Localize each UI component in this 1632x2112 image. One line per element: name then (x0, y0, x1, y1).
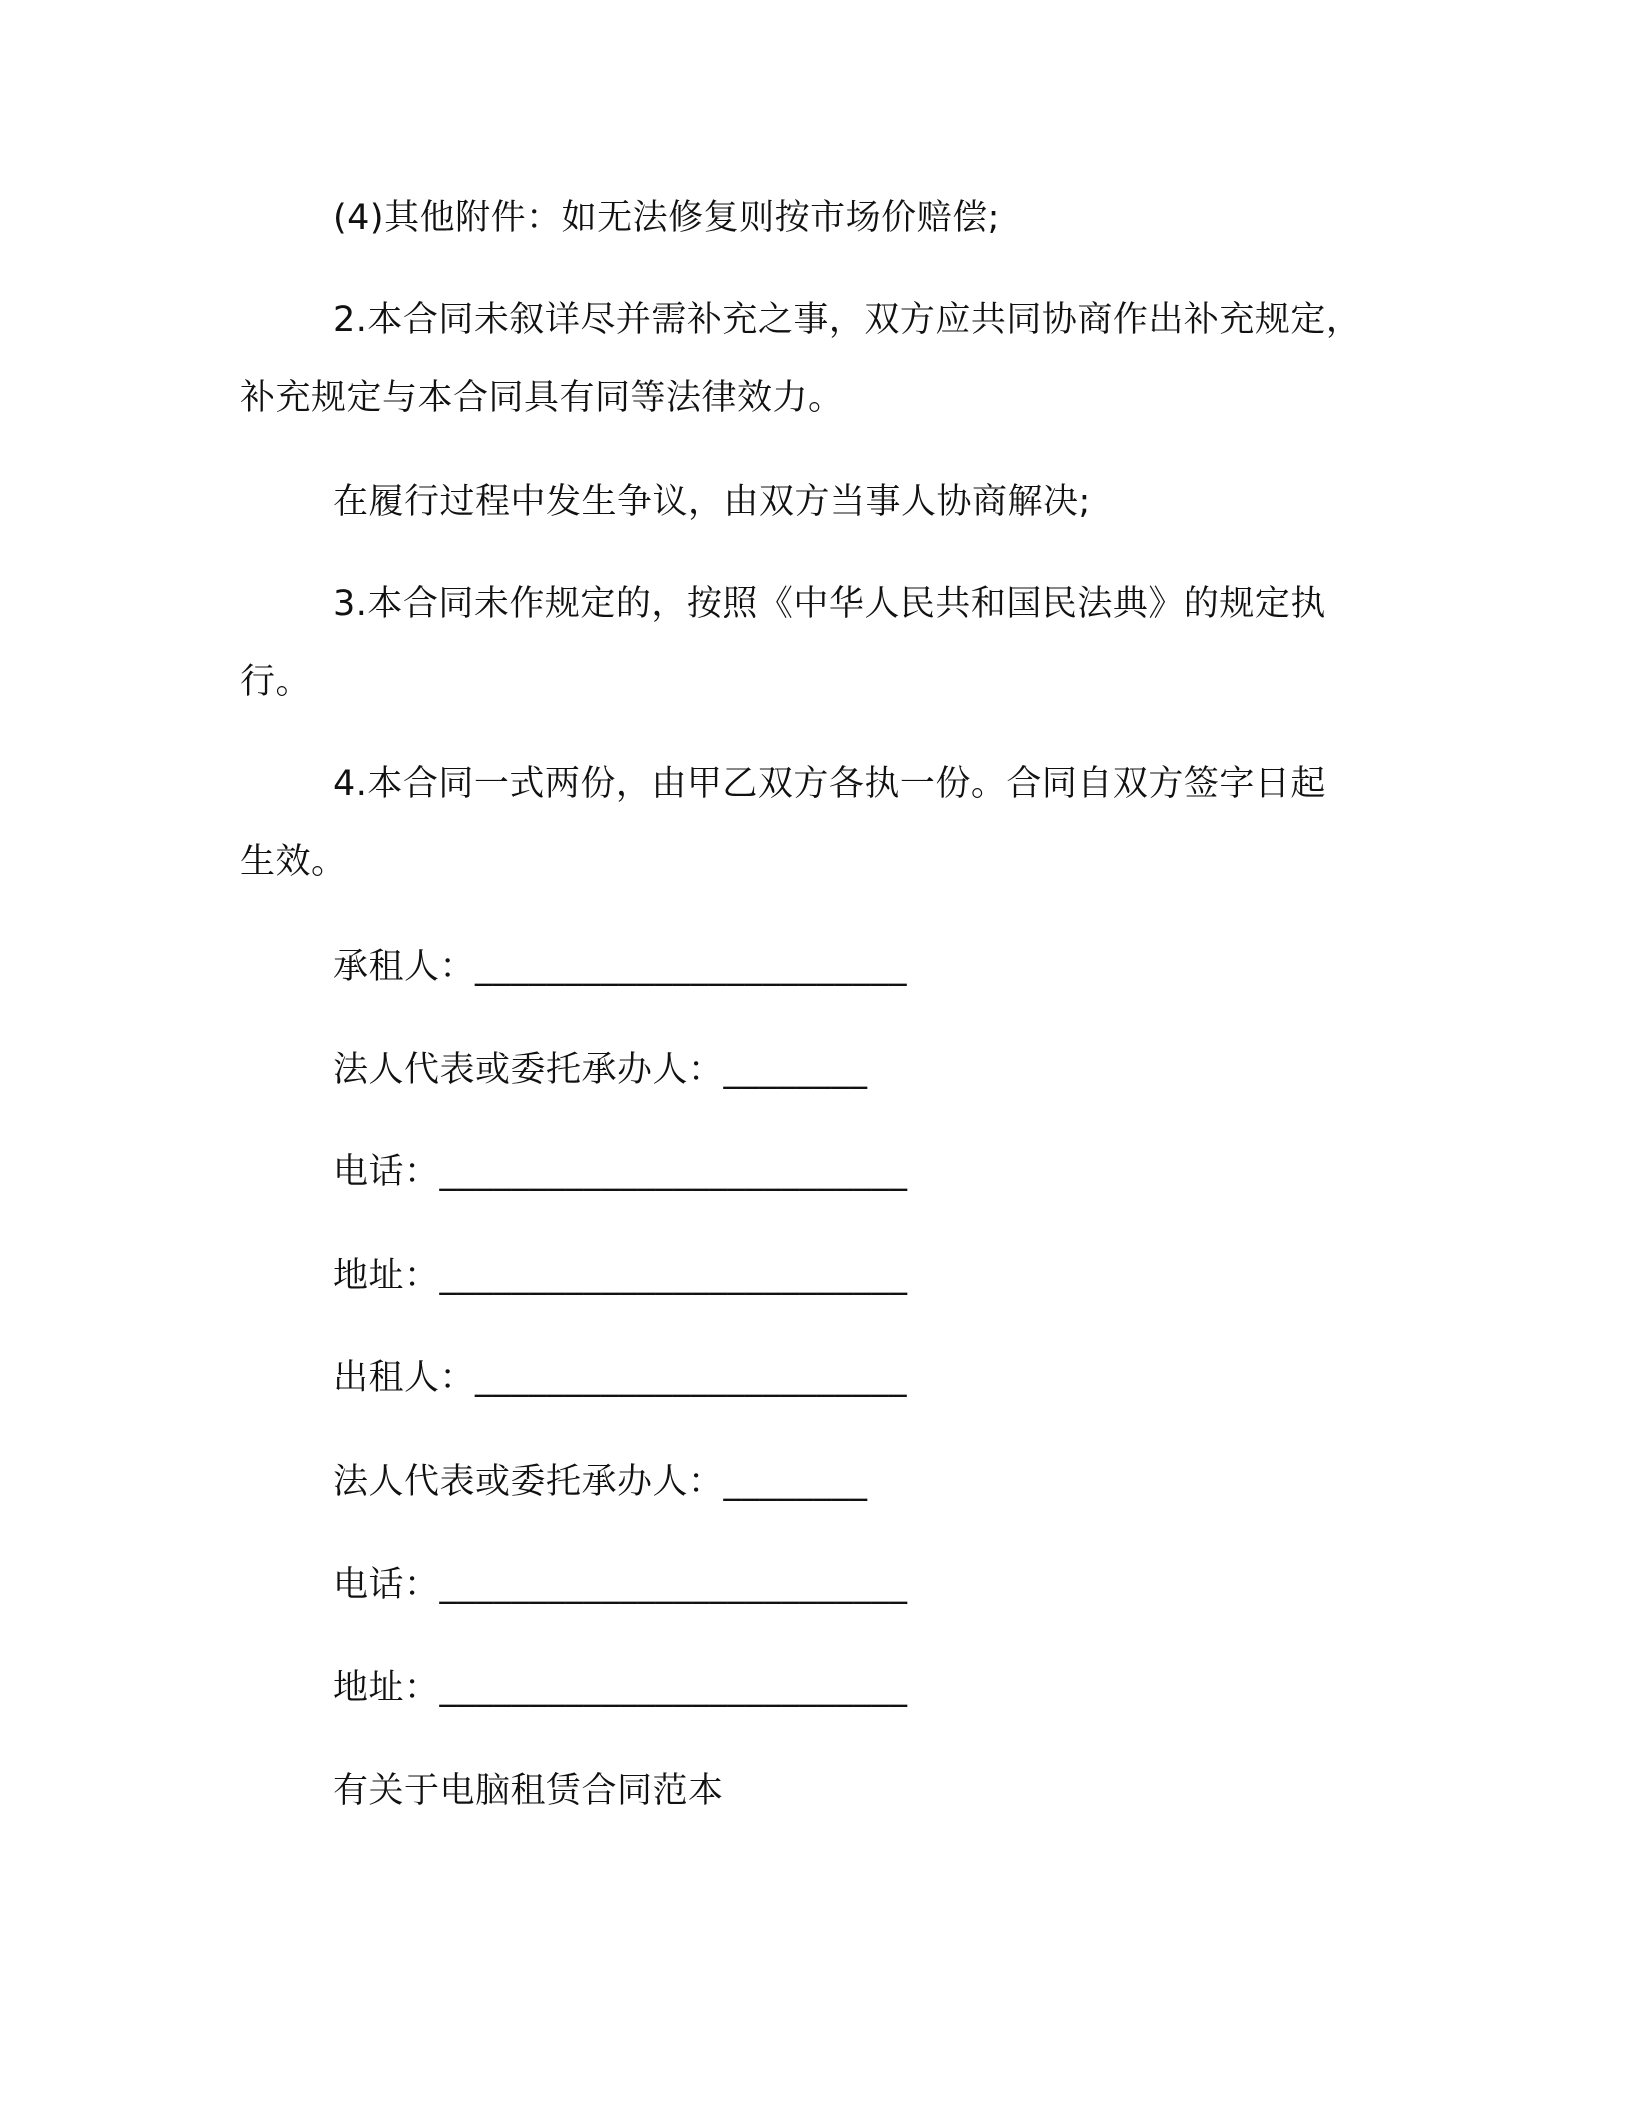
footer-title: 有关于电脑租赁合同范本 (333, 1771, 724, 1811)
lessee-representative-field: 法人代表或委托承办人：________ (333, 1050, 868, 1090)
lessor-field: 出租人：________________________ (333, 1358, 908, 1398)
clause-4-other-attachments: (4)其他附件：如无法修复则按市场价赔偿; (333, 198, 1000, 238)
lessee-phone-field: 电话：__________________________ (333, 1152, 908, 1192)
lessor-representative-field: 法人代表或委托承办人：________ (333, 1462, 868, 1502)
lessee-address-field: 地址：__________________________ (333, 1256, 908, 1296)
clause-2-line-2: 补充规定与本合同具有同等法律效力。 (240, 378, 844, 418)
clause-4-line-1: 4.本合同一式两份，由甲乙双方各执一份。合同自双方签字日起 (333, 764, 1326, 804)
lessee-field: 承租人：________________________ (333, 947, 908, 987)
dispute-resolution-clause: 在履行过程中发生争议，由双方当事人协商解决; (333, 482, 1091, 522)
clause-2-line-1: 2.本合同未叙详尽并需补充之事，双方应共同协商作出补充规定， (333, 300, 1362, 340)
clause-4-line-2: 生效。 (240, 842, 347, 882)
clause-3-line-1: 3.本合同未作规定的，按照《中华人民共和国民法典》的规定执 (333, 584, 1326, 624)
lessor-phone-field: 电话：__________________________ (333, 1565, 908, 1605)
lessor-address-field: 地址：__________________________ (333, 1668, 908, 1708)
clause-3-line-2: 行。 (240, 662, 312, 702)
